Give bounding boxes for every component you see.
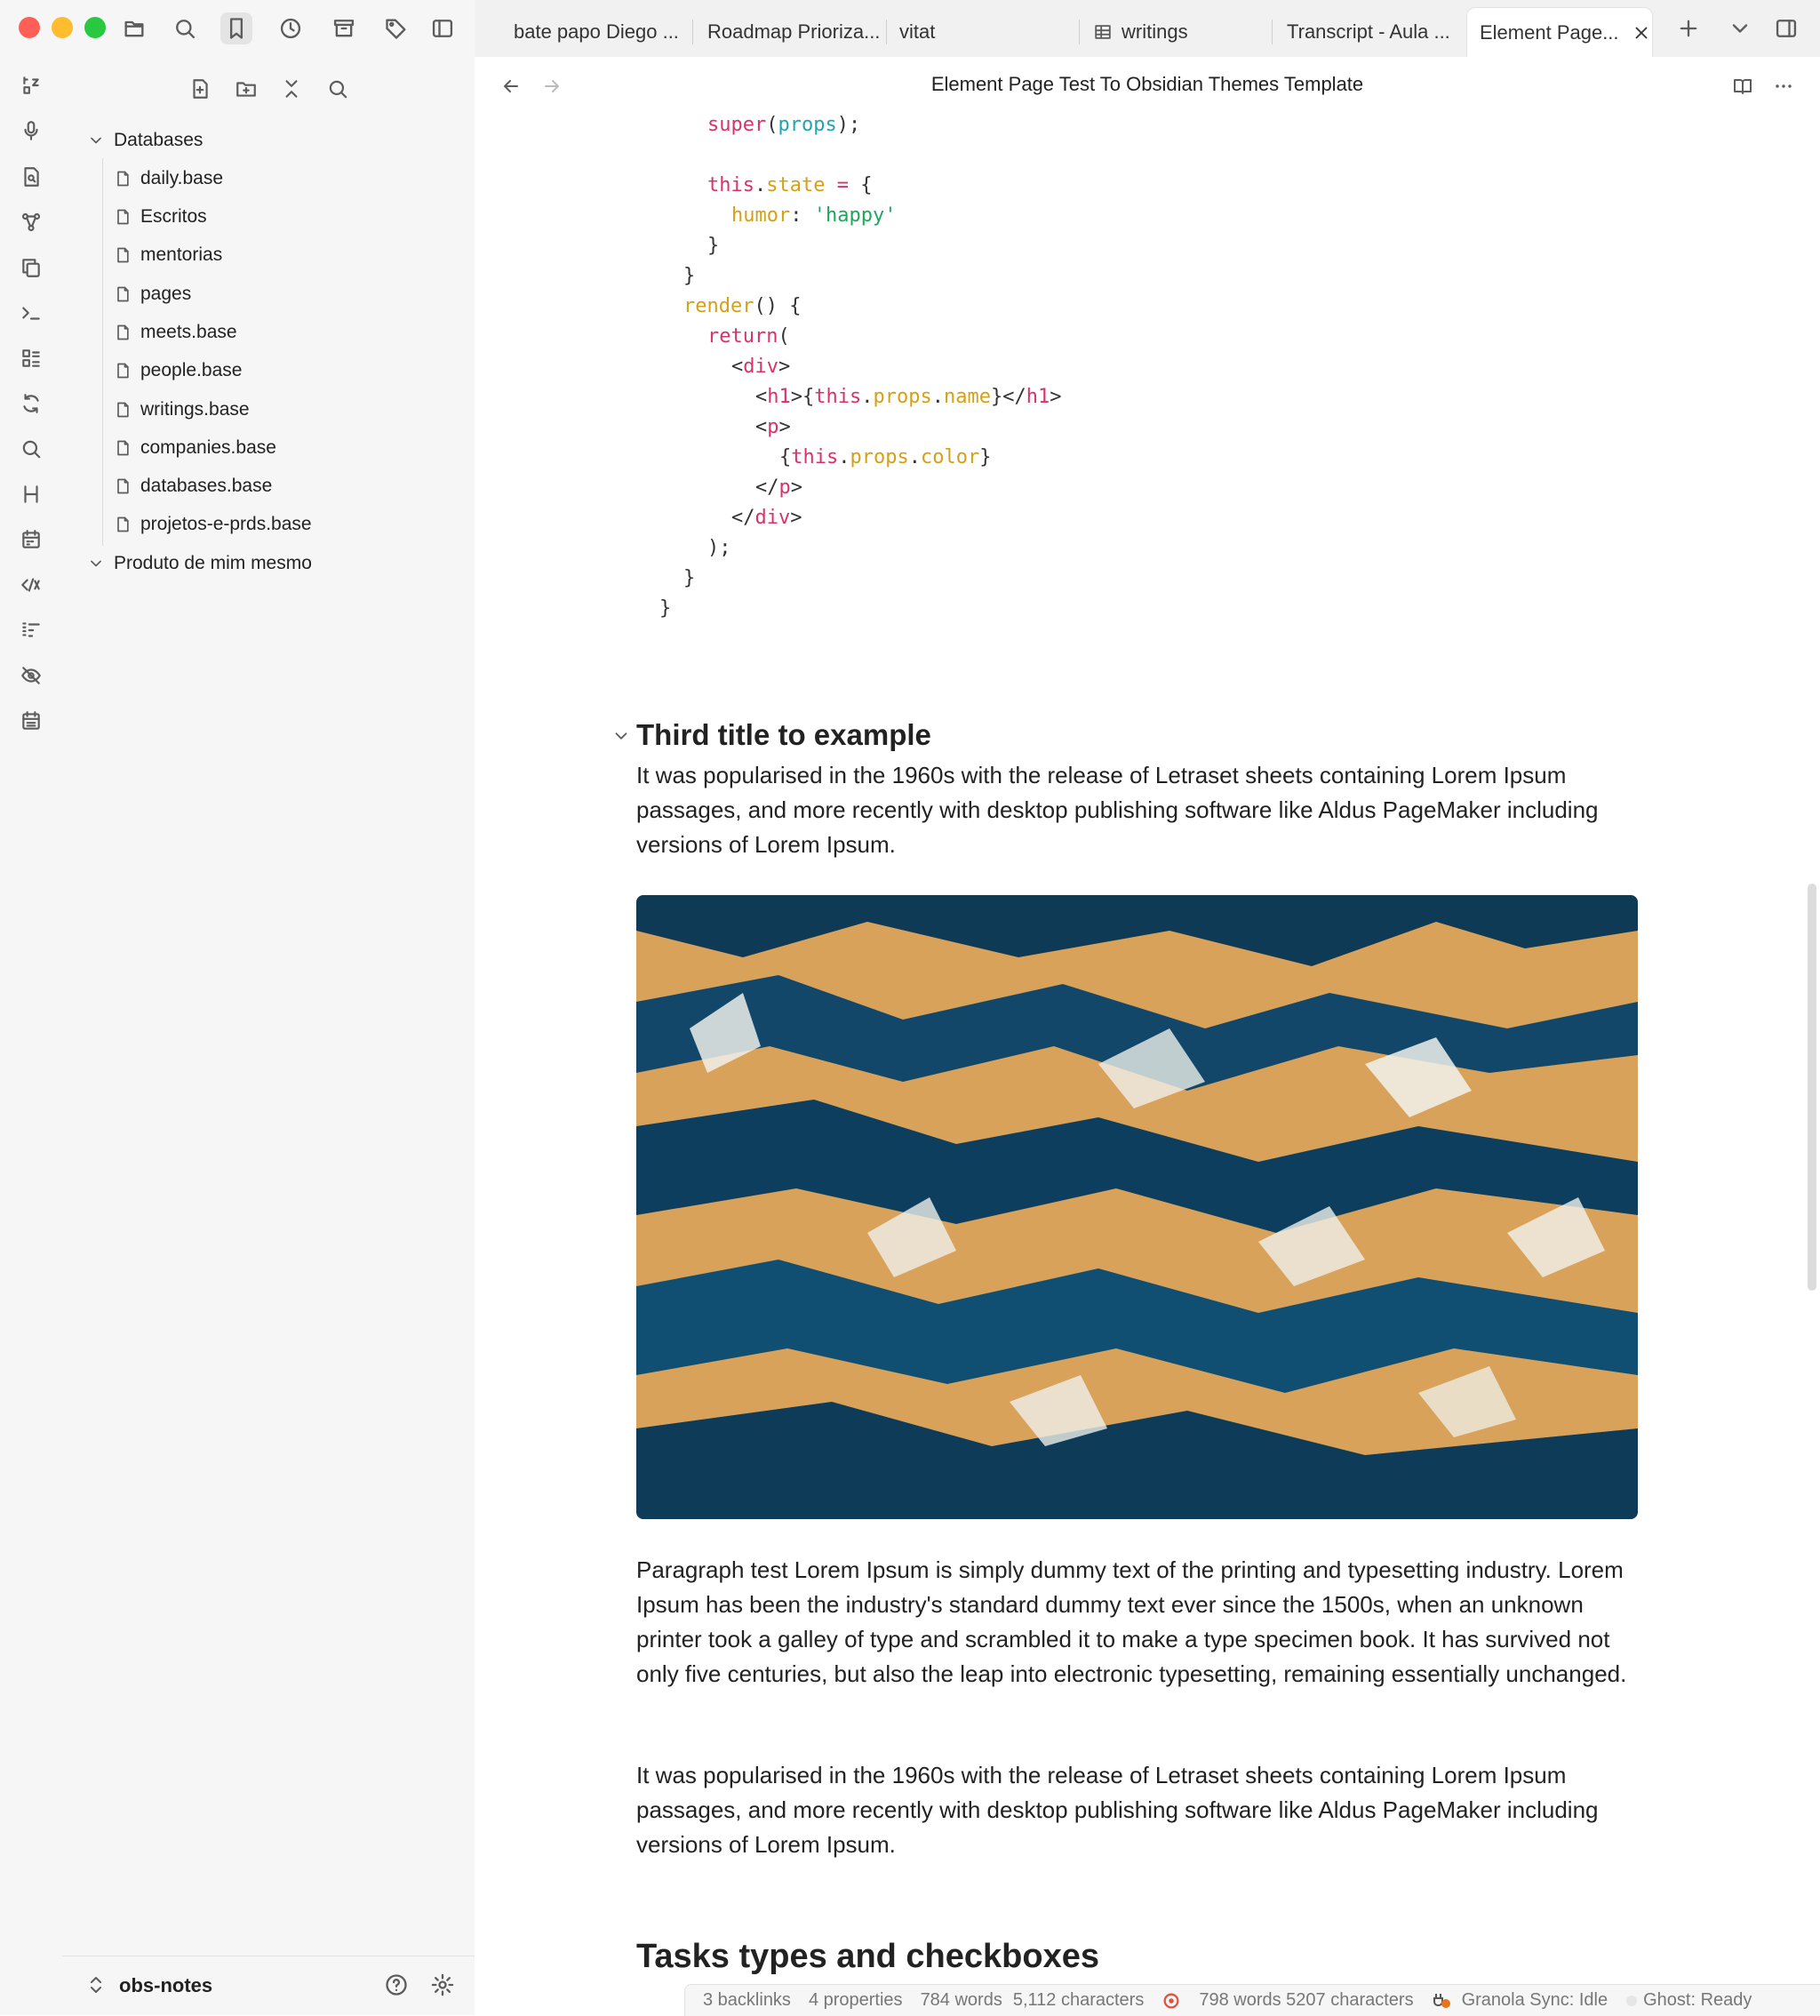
daily-calendar-icon[interactable] <box>16 706 46 736</box>
tab-divider <box>1272 20 1273 44</box>
file-label: databases.base <box>140 476 273 496</box>
ghost-status: Ghost: Ready <box>1643 1990 1752 2010</box>
file-item[interactable] <box>114 430 276 466</box>
tab-divider <box>1079 20 1080 44</box>
code-line: this.state = { <box>707 174 873 196</box>
granola-sync-status: Granola Sync: Idle <box>1461 1990 1608 2010</box>
microphone-icon[interactable] <box>16 116 46 146</box>
new-tab-icon[interactable] <box>1672 12 1704 44</box>
tab-label: Element Page... <box>1480 20 1619 44</box>
sync-status-icon[interactable] <box>1161 1991 1181 2011</box>
files-icon[interactable] <box>118 12 150 44</box>
collapse-chevron-icon[interactable] <box>611 726 631 746</box>
code-line: </p> <box>755 476 802 499</box>
file-search-icon[interactable] <box>16 162 46 192</box>
folder-label: Produto de mim mesmo <box>114 553 312 573</box>
archive-icon[interactable] <box>328 12 360 44</box>
file-item[interactable] <box>114 468 272 504</box>
heading-third-title: Third title to example <box>636 718 931 751</box>
file-item[interactable] <box>114 199 207 235</box>
code-line: } <box>659 597 672 620</box>
collapse-all-icon[interactable] <box>275 73 307 105</box>
character-count: 5,112 characters <box>1012 1990 1145 2010</box>
tab-divider <box>886 20 887 44</box>
clock-icon[interactable] <box>275 12 307 44</box>
file-explorer <box>62 57 475 2015</box>
calendar-icon[interactable] <box>16 524 46 555</box>
tab-label: Transcript - Aula ... <box>1287 20 1450 43</box>
file-icon <box>114 476 132 496</box>
reading-view-icon[interactable] <box>1728 71 1758 101</box>
eye-off-icon[interactable] <box>16 660 46 691</box>
folder-label: Databases <box>114 130 204 150</box>
search-icon[interactable] <box>16 434 46 464</box>
more-options-icon[interactable] <box>1768 71 1799 101</box>
copy-icon[interactable] <box>16 252 46 283</box>
search-icon[interactable] <box>169 12 201 44</box>
file-label: pages <box>140 284 192 304</box>
file-icon <box>114 515 132 534</box>
tab-label: bate papo Diego ... <box>514 20 679 43</box>
file-label: companies.base <box>140 437 276 458</box>
tab-divider <box>692 20 693 44</box>
kanban-icon[interactable] <box>16 343 46 373</box>
code-line: {this.props.color} <box>779 446 992 468</box>
tab-writings[interactable] <box>1093 7 1188 57</box>
file-label: daily.base <box>140 168 224 188</box>
file-icon <box>114 323 132 342</box>
sidebar-toggle-icon[interactable] <box>427 12 459 44</box>
chevron-down-icon <box>87 555 105 572</box>
file-label: projetos-e-prds.base <box>140 514 312 534</box>
file-label: mentorias <box>140 244 223 265</box>
tags-icon[interactable] <box>380 12 412 44</box>
chevron-updown-icon[interactable] <box>85 1974 107 1996</box>
tab-label: vitat <box>899 20 936 43</box>
vault-switcher-bar <box>62 1956 475 2015</box>
landscape-image <box>636 895 1638 1519</box>
minimize-window-button[interactable] <box>52 17 73 38</box>
new-note-icon[interactable] <box>184 73 216 105</box>
tree-guide-line <box>102 158 103 546</box>
words-characters-2: 798 words 5207 characters <box>1199 1990 1414 2010</box>
file-icon <box>114 438 132 458</box>
code-line: } <box>707 235 720 257</box>
code-line: <h1>{this.props.name}</h1> <box>755 386 1062 408</box>
ghost-icon <box>1624 1993 1640 2009</box>
file-icon <box>114 284 132 304</box>
code-line: </div> <box>731 507 802 529</box>
titlebar-left <box>0 0 475 57</box>
dashed-tasks-icon[interactable] <box>16 615 46 645</box>
file-item[interactable] <box>114 315 237 350</box>
maximize-window-button[interactable] <box>84 17 106 38</box>
code-line: <p> <box>755 416 791 438</box>
file-item[interactable] <box>114 161 223 196</box>
file-icon <box>114 245 132 265</box>
file-icon <box>114 361 132 380</box>
sync-icon[interactable] <box>16 388 46 419</box>
bookmark-icon[interactable] <box>220 12 252 44</box>
paragraph: Paragraph test Lorem Ipsum is simply dummy text of the printing and typesetting industry. Lorem Ipsum has been the industry's standard dummy text ever since the 1500s, when an unknown printer took a galley of type and scrambled it to make a type specimen book. It has survived not only five centuries, but also the leap into electronic typesetting, remaining essentially unchanged. <box>636 1556 1627 1687</box>
vault-name[interactable]: obs-notes <box>119 1974 213 1996</box>
tab-bar <box>475 0 1820 58</box>
word-count: 784 words <box>920 1990 1002 2010</box>
code-line: } <box>683 265 696 287</box>
tab-element-page[interactable] <box>1466 7 1653 57</box>
help-icon[interactable] <box>384 1972 409 1997</box>
scrollbar[interactable] <box>1808 884 1816 1291</box>
paragraph: It was popularised in the 1960s with the release of Letraset sheets containing Lorem Ipsum passages, and more recently with desktop publishing software like Aldus PageMaker including versions of Lorem Ipsum. <box>636 762 1599 858</box>
tab-bate-papo[interactable] <box>514 7 679 57</box>
templater-icon[interactable] <box>16 570 46 600</box>
close-tab-icon[interactable] <box>1632 23 1651 43</box>
close-window-button[interactable] <box>19 17 40 38</box>
code-line: ); <box>707 537 731 559</box>
file-item[interactable] <box>114 507 312 542</box>
table-icon <box>1093 22 1113 42</box>
folder-produto[interactable] <box>87 546 312 581</box>
file-icon <box>114 400 132 420</box>
code-line: humor: 'happy' <box>731 204 897 227</box>
new-folder-icon[interactable] <box>230 73 262 105</box>
file-item[interactable] <box>114 392 250 428</box>
graph-icon[interactable] <box>16 207 46 237</box>
settings-gear-icon[interactable] <box>430 1972 455 1997</box>
file-label: Escritos <box>140 206 207 227</box>
tab-transcript[interactable] <box>1287 7 1450 57</box>
code-line: render() { <box>683 295 802 317</box>
search-icon[interactable] <box>322 73 354 105</box>
heading-tasks: Tasks types and checkboxes <box>636 1938 1099 1975</box>
right-sidebar-toggle-icon[interactable] <box>1770 12 1802 44</box>
backlinks-count[interactable]: 3 backlinks <box>703 1990 791 2010</box>
file-icon <box>114 169 132 188</box>
note-title: Element Page Test To Obsidian Themes Template <box>930 73 1364 95</box>
heading-icon[interactable] <box>16 479 46 509</box>
chevron-down-icon <box>87 132 105 149</box>
properties-count[interactable]: 4 properties <box>808 1990 903 2010</box>
paragraph: It was popularised in the 1960s with the release of Letraset sheets containing Lorem Ipsum passages, and more recently with desktop publishing software like Aldus PageMaker including versions of Lorem Ipsum. <box>636 1762 1599 1858</box>
file-label: writings.base <box>140 399 250 420</box>
plugin-warning-icon[interactable] <box>1430 1990 1451 2012</box>
file-label: meets.base <box>140 322 237 342</box>
tab-vitat[interactable] <box>899 7 935 57</box>
code-line: <div> <box>731 356 791 378</box>
ribbon <box>0 57 63 2015</box>
file-label: people.base <box>140 360 243 380</box>
status-bar <box>684 1984 1820 2016</box>
switcher-icon[interactable] <box>16 70 46 100</box>
code-line: super(props); <box>707 114 861 136</box>
tab-label: Roadmap Prioriza... <box>707 20 881 43</box>
code-line: return( <box>707 325 790 348</box>
file-icon <box>114 207 132 227</box>
file-item[interactable] <box>114 276 191 312</box>
file-item[interactable] <box>114 237 222 273</box>
folder-databases[interactable] <box>87 123 203 158</box>
code-line: } <box>683 567 696 589</box>
chevron-down-icon[interactable] <box>1724 12 1756 44</box>
file-item[interactable] <box>114 353 242 388</box>
terminal-icon[interactable] <box>16 298 46 328</box>
tab-roadmap[interactable] <box>707 7 880 57</box>
tab-label: writings <box>1122 20 1188 43</box>
